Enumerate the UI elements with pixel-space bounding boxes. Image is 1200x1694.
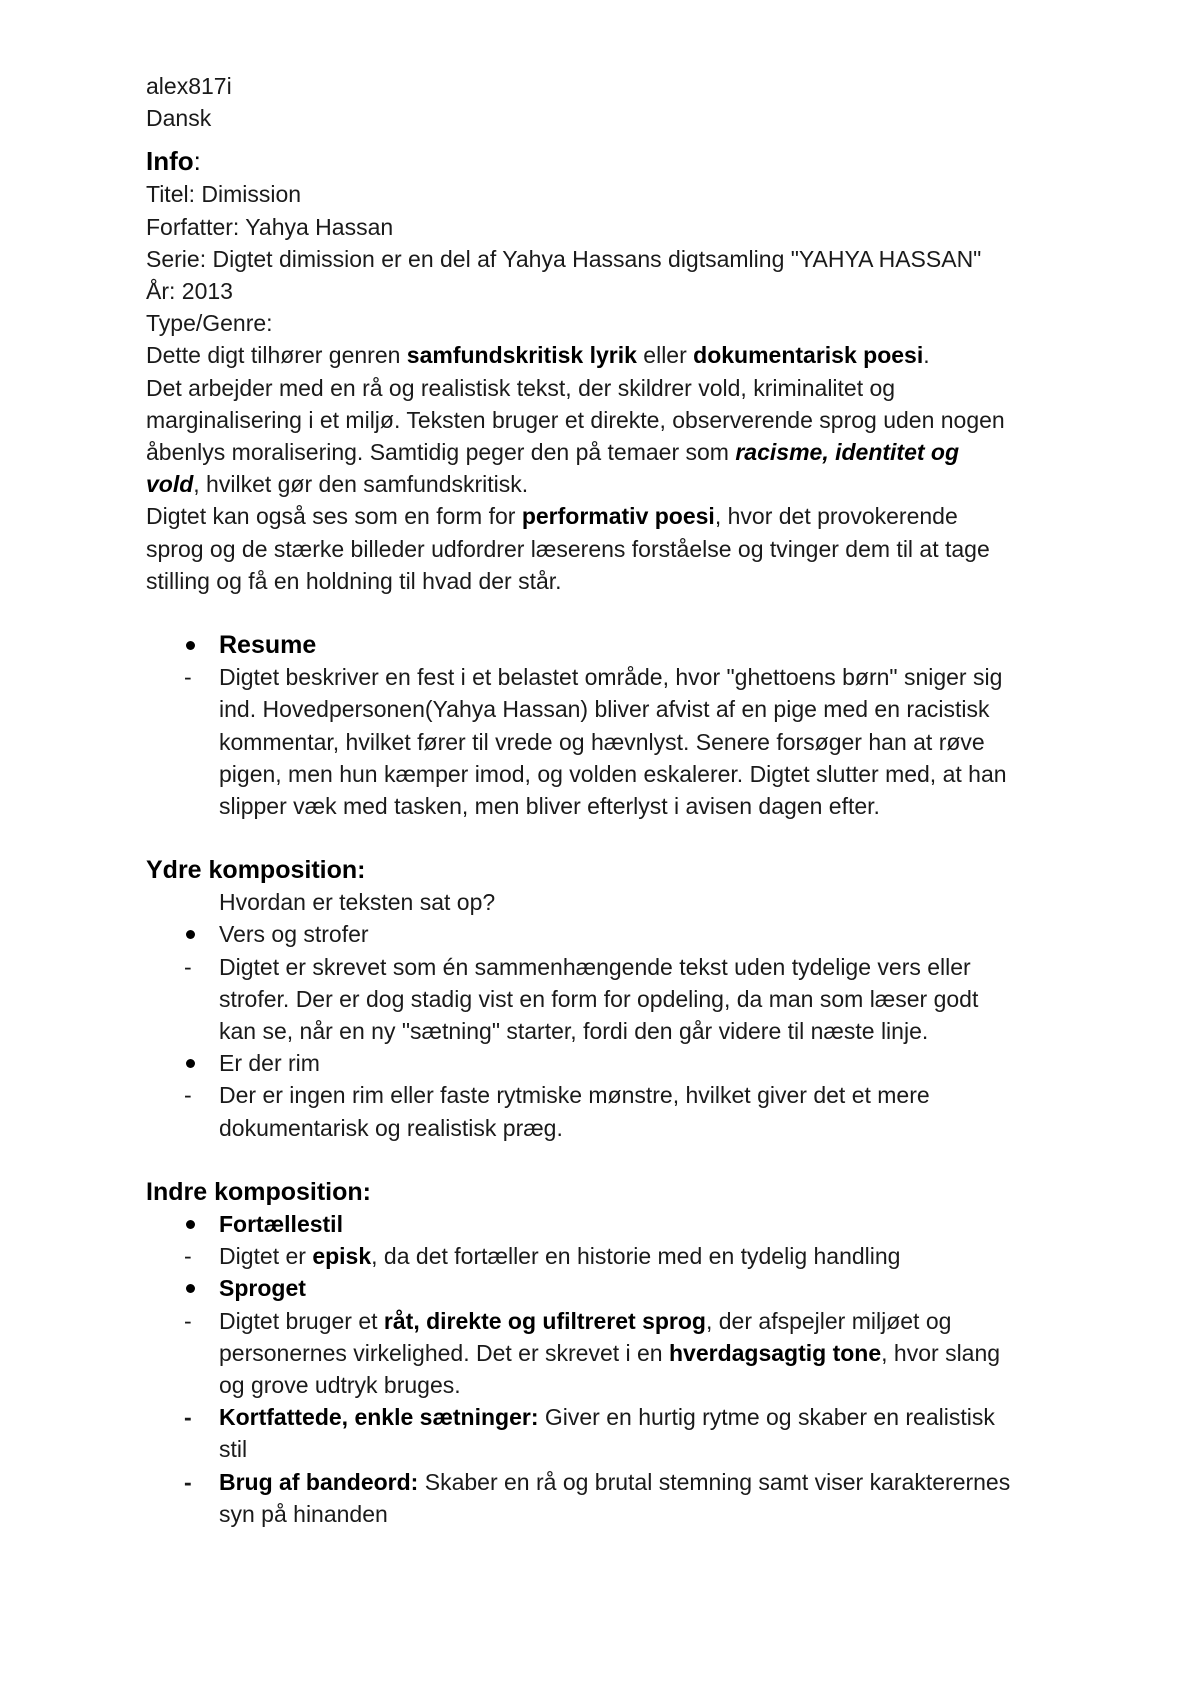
info-paragraph-line: marginalisering i et miljø. Teksten bruger et direkte, observerende sprog uden nogen (146, 406, 1005, 433)
genre-bold-1: samfundskritisk lyrik (406, 342, 637, 369)
indre-bullet-label: Sproget (219, 1275, 306, 1302)
info-heading-colon: : (193, 146, 201, 177)
info-paragraph-line: sprog og de stærke billeder udfordrer læserens forståelse og tvinger dem til at tage (146, 535, 990, 562)
list-item (146, 918, 1096, 950)
indre-text: Skaber en rå og brutal stemning samt viser karakterernes (418, 1468, 1011, 1495)
list-item (146, 951, 1096, 1048)
info-paragraph-line (146, 500, 1096, 532)
kortfattede-emphasis: Kortfattede, enkle sætninger: (219, 1404, 539, 1431)
document-page (146, 70, 1096, 1530)
ydre-bullet-label: Vers og strofer (219, 921, 369, 948)
indre-section (146, 1208, 1096, 1530)
genre-text: . (923, 342, 930, 369)
ydre-line: strofer. Der er dog stadig vist en form for opdeling, da man som læser godt (219, 985, 979, 1012)
genre-text: eller (636, 342, 694, 369)
indre-text: personernes virkelighed. Det er skrevet i en (219, 1339, 669, 1366)
resume-line: Digtet beskriver en fest i et belastet område, hvor "ghettoens børn" sniger sig (219, 664, 1003, 691)
list-item (146, 1047, 1096, 1079)
paragraph-text: , hvor det provokerende (714, 503, 958, 530)
ydre-section (146, 886, 1096, 1144)
indre-text: , hvor slang (881, 1339, 1001, 1366)
info-genre-line (146, 339, 1096, 371)
info-heading (146, 144, 1096, 178)
ydre-question: Hvordan er teksten sat op? (219, 889, 496, 916)
paragraph-text: Digtet kan også ses som en form for (146, 503, 522, 530)
ydre-line: dokumentarisk og realistisk præg. (219, 1114, 563, 1141)
info-titel: Titel: Dimission (146, 181, 302, 208)
genre-text: Dette digt tilhører genren (146, 342, 407, 369)
info-serie: Serie: Digtet dimission er en del af Yahya Hassans digtsamling "YAHYA HASSAN" (146, 245, 982, 272)
indre-line (219, 1337, 1096, 1369)
indre-text: Digtet bruger et (219, 1307, 384, 1334)
indre-line: stil (219, 1436, 248, 1463)
indre-line (219, 1401, 1096, 1433)
bandeord-emphasis: Brug af bandeord: (219, 1468, 419, 1495)
ydre-bullet-label: Er der rim (219, 1050, 320, 1077)
list-item (146, 886, 1096, 918)
info-paragraph-line: stilling og få en holdning til hvad der står. (146, 567, 562, 594)
resume-section (146, 629, 1096, 822)
list-item (146, 629, 1096, 661)
list-item (146, 1079, 1096, 1143)
themes-emphasis: racisme, identitet og (735, 439, 960, 466)
indre-line (219, 1305, 1096, 1337)
resume-line: slipper væk med tasken, men bliver efterlyst i avisen dagen efter. (219, 793, 880, 820)
sprog-emphasis: råt, direkte og ufiltreret sprog (383, 1307, 706, 1334)
performativ-emphasis: performativ poesi (521, 503, 715, 530)
indre-text: Giver en hurtig rytme og skaber en realistisk (538, 1404, 995, 1431)
list-item (146, 1208, 1096, 1240)
ydre-line: Digtet er skrevet som én sammenhængende tekst uden tydelige vers eller (219, 953, 971, 980)
info-forfatter: Forfatter: Yahya Hassan (146, 213, 394, 240)
ydre-line: kan se, når en ny "sætning" starter, fordi den går videre til næste linje. (219, 1018, 929, 1045)
indre-heading: Indre komposition: (146, 1177, 371, 1206)
themes-emphasis: vold (146, 471, 194, 498)
author-username: alex817i (146, 73, 232, 99)
ydre-heading: Ydre komposition: (146, 856, 366, 885)
list-item (146, 1272, 1096, 1304)
indre-bullet-label: Fortællestil (219, 1210, 343, 1237)
info-paragraph-line (146, 436, 1096, 468)
resume-line: ind. Hovedpersonen(Yahya Hassan) bliver afvist af en pige med en racistisk (219, 696, 990, 723)
resume-heading: Resume (219, 631, 317, 660)
list-item (146, 1466, 1096, 1530)
list-item (146, 1401, 1096, 1465)
info-paragraph-line: Det arbejder med en rå og realistisk tekst, der skildrer vold, kriminalitet og (146, 374, 896, 401)
tone-emphasis: hverdagsagtig tone (669, 1339, 882, 1366)
indre-line (219, 1466, 1096, 1498)
list-item (146, 1240, 1096, 1272)
indre-text: Digtet er (219, 1243, 313, 1270)
genre-bold-2: dokumentarisk poesi (693, 342, 924, 369)
list-item (146, 661, 1096, 822)
info-heading-text: Info (146, 146, 194, 177)
episk-emphasis: episk (312, 1243, 372, 1270)
subject-label: Dansk (146, 105, 212, 132)
resume-line: kommentar, hvilket fører til vrede og hævnlyst. Senere forsøger han at røve (219, 728, 985, 755)
info-paragraph-line (146, 468, 1096, 500)
indre-text: , der afspejler miljøet og (705, 1307, 952, 1334)
paragraph-text: , hvilket gør den samfundskritisk. (193, 471, 529, 498)
resume-line: pigen, men hun kæmper imod, og volden eskalerer. Digtet slutter med, at han (219, 760, 1007, 787)
indre-line: og grove udtryk bruges. (219, 1371, 461, 1398)
info-type-genre: Type/Genre: (146, 310, 273, 337)
indre-line (219, 1240, 1096, 1272)
list-item (146, 1305, 1096, 1402)
indre-text: , da det fortæller en historie med en tydelig handling (371, 1243, 901, 1270)
paragraph-text: åbenlys moralisering. Samtidig peger den på temaer som (146, 439, 736, 466)
indre-line: syn på hinanden (219, 1500, 388, 1527)
info-aar: År: 2013 (146, 278, 233, 305)
ydre-line: Der er ingen rim eller faste rytmiske mønstre, hvilket giver det et mere (219, 1082, 930, 1109)
